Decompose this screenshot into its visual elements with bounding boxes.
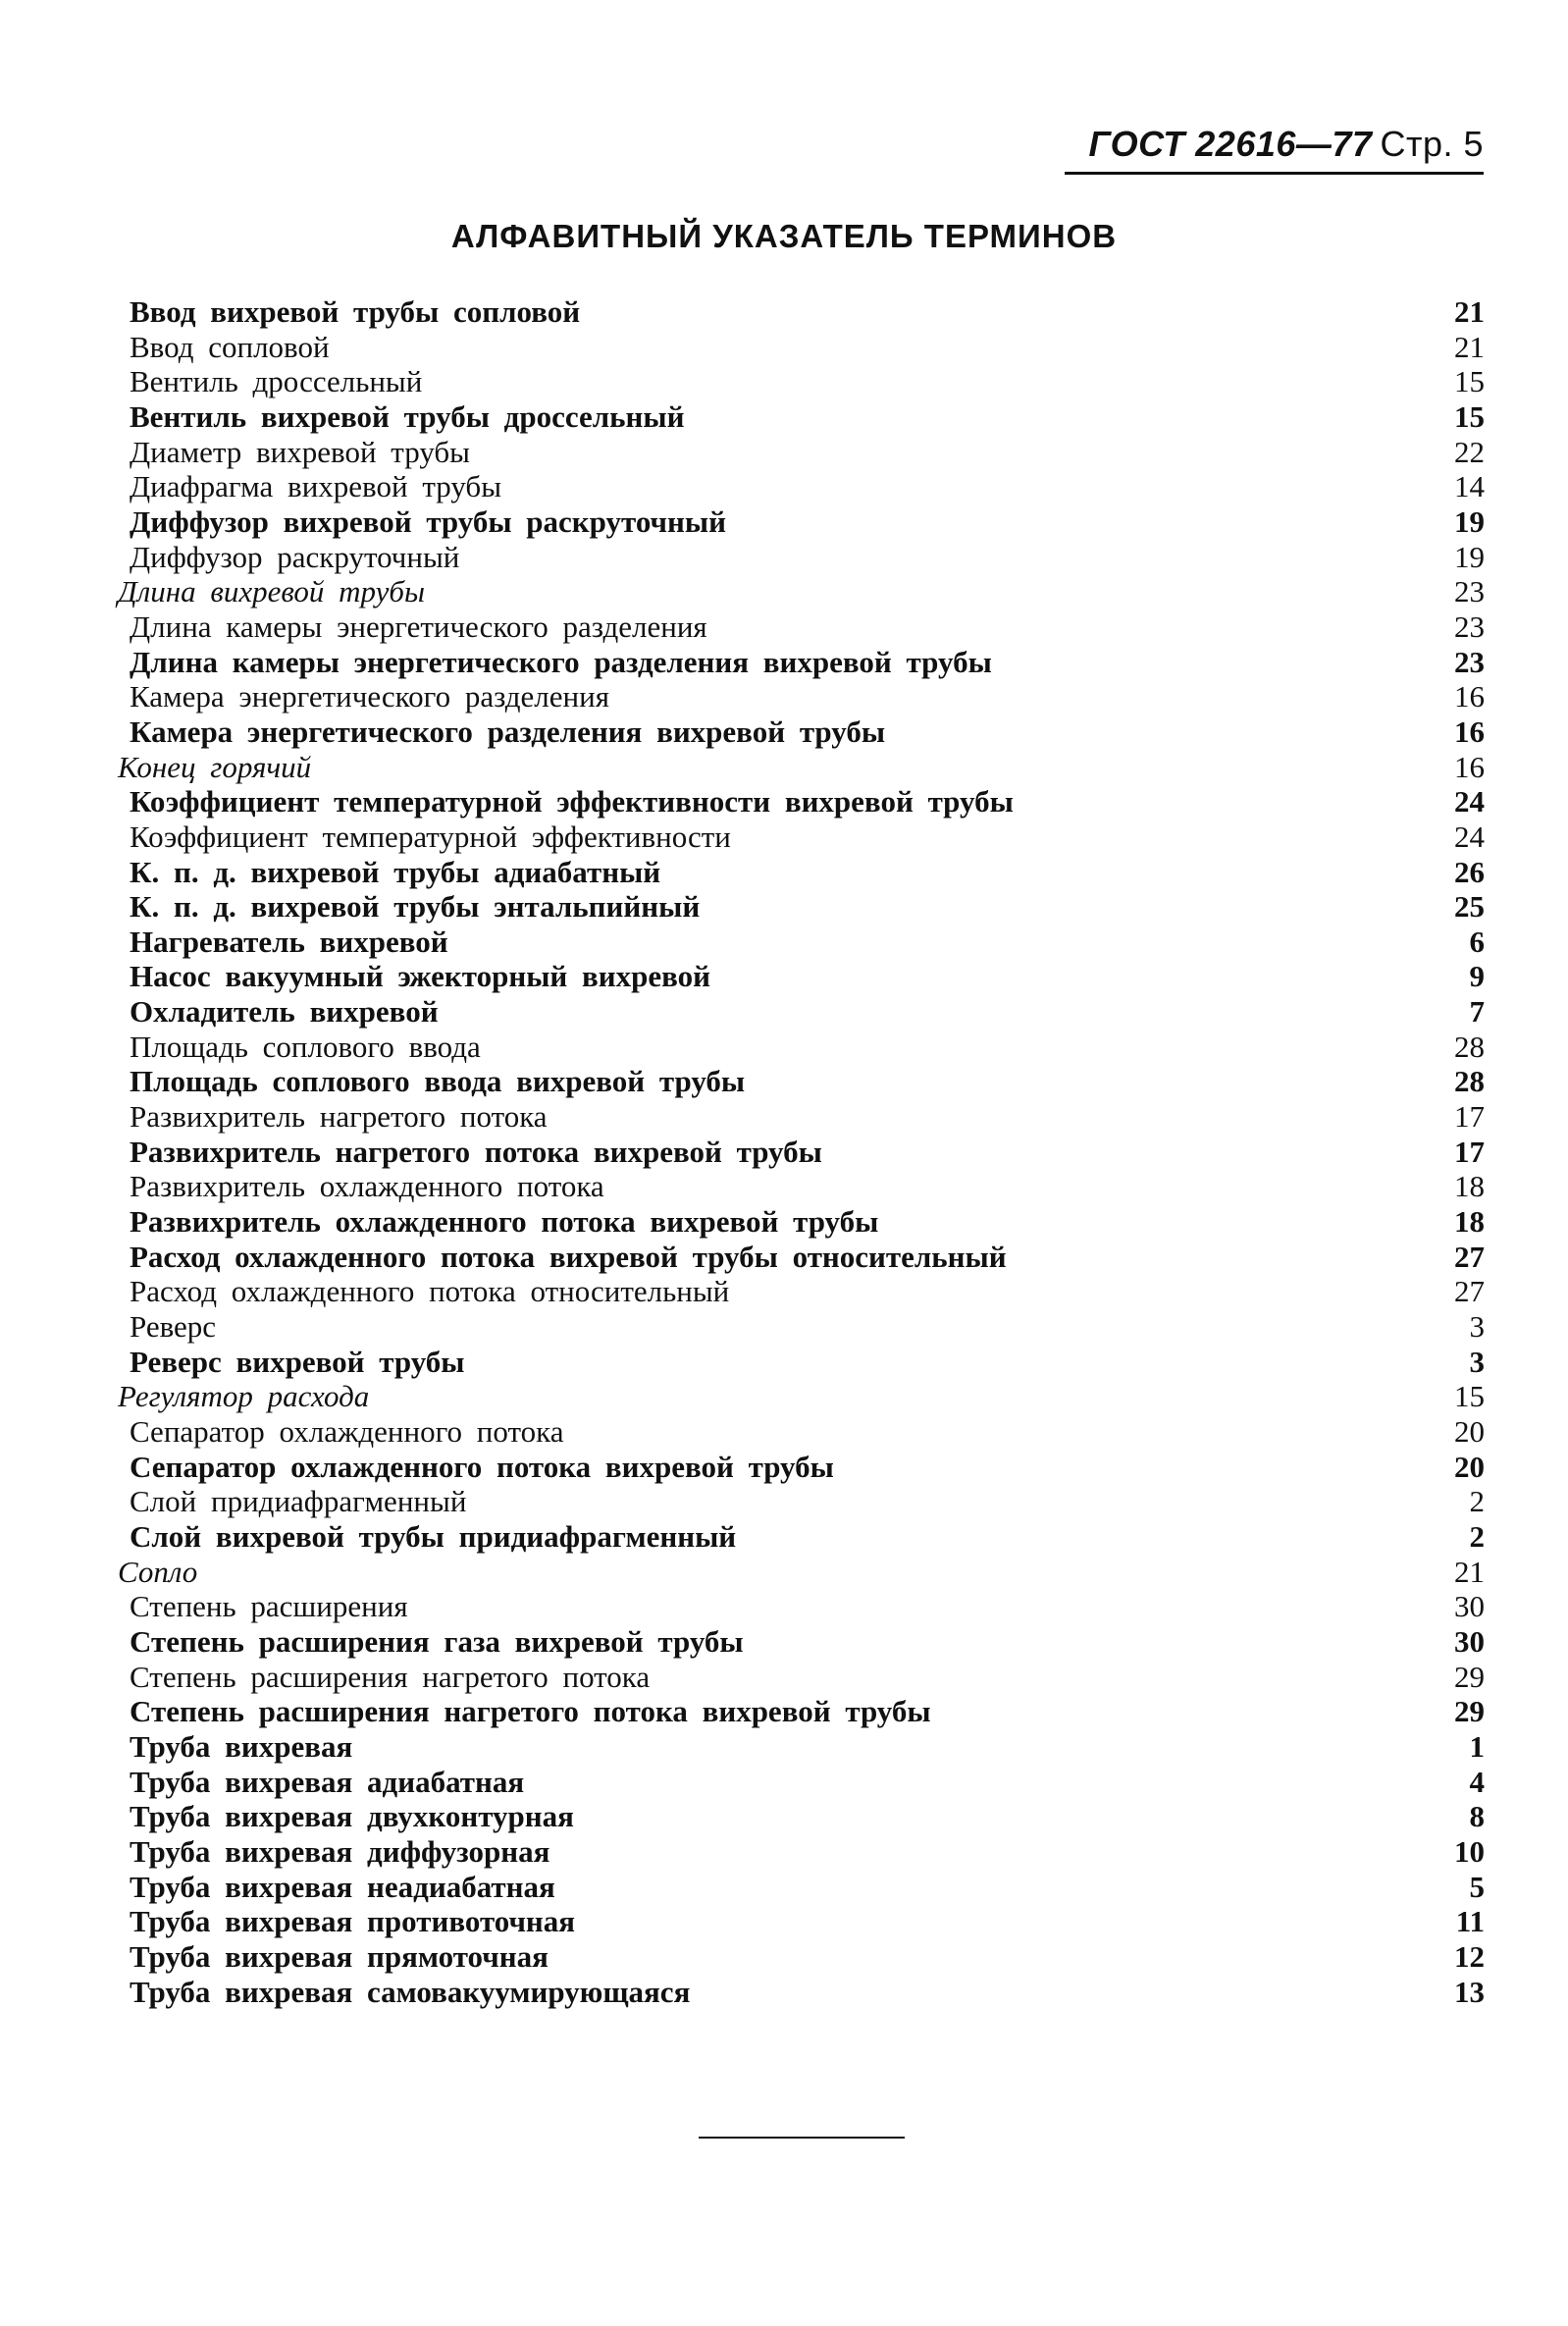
index-term: Реверс вихревой трубы	[130, 1344, 465, 1379]
index-number: 23	[1454, 574, 1485, 609]
index-term: Труба вихревая	[130, 1728, 353, 1764]
index-term: Развихритель нагретого потока вихревой трубы	[130, 1134, 822, 1169]
index-term: Вентиль вихревой трубы дроссельный	[130, 398, 685, 434]
index-entry	[116, 1555, 1485, 1590]
index-entry	[116, 1975, 1485, 2010]
index-entry	[116, 959, 1485, 994]
index-number: 21	[1454, 294, 1485, 329]
index-term: Ввод вихревой трубы сопловой	[130, 294, 581, 329]
index-term: Длина вихревой трубы	[118, 574, 425, 609]
index-number: 19	[1454, 503, 1485, 539]
index-entry	[116, 1030, 1485, 1065]
index-term: Слой вихревой трубы придиафрагменный	[130, 1518, 737, 1554]
page-number: Стр. 5	[1380, 124, 1484, 164]
index-term: К. п. д. вихревой трубы энтальпийный	[130, 889, 701, 925]
index-term: Развихритель охлажденного потока	[130, 1169, 604, 1204]
index-entry	[116, 1729, 1485, 1765]
index-entry	[116, 294, 1485, 330]
index-entry	[116, 889, 1485, 925]
index-entry	[116, 1064, 1485, 1099]
index-term: Расход охлажденного потока относительный	[130, 1274, 730, 1309]
index-entry	[116, 609, 1485, 645]
index-term: Степень расширения нагретого потока	[130, 1659, 651, 1694]
index-entry	[116, 574, 1485, 609]
index-term: Расход охлажденного потока вихревой трубы относительный	[130, 1239, 1007, 1274]
term-index	[116, 294, 1485, 2009]
index-entry	[116, 1484, 1485, 1519]
index-term: Диаметр вихревой трубы	[130, 434, 471, 469]
index-term: Слой придиафрагменный	[130, 1484, 467, 1519]
index-term: Развихритель охлажденного потока вихревой трубы	[130, 1204, 879, 1240]
index-number: 15	[1454, 1379, 1485, 1414]
index-number: 18	[1454, 1169, 1485, 1204]
bottom-divider	[699, 2137, 905, 2139]
index-term: Труба вихревая самовакуумирующаяся	[130, 1974, 691, 2009]
index-term: Степень расширения	[130, 1589, 408, 1624]
index-number: 12	[1454, 1938, 1485, 1974]
index-entry	[116, 1519, 1485, 1555]
index-term: Площадь соплового ввода вихревой трубы	[130, 1064, 746, 1099]
index-entry	[116, 750, 1485, 785]
index-term: Труба вихревая прямоточная	[130, 1938, 549, 1974]
index-term: Длина камеры энергетического разделения вихревой трубы	[130, 644, 992, 679]
index-number: 27	[1454, 1274, 1485, 1309]
index-term: Степень расширения газа вихревой трубы	[130, 1623, 744, 1659]
index-entry	[116, 1660, 1485, 1695]
index-term: Сопло	[118, 1554, 198, 1589]
index-entry	[116, 1274, 1485, 1309]
index-number: 15	[1454, 398, 1485, 434]
index-term: Диафрагма вихревой трубы	[130, 469, 502, 504]
page-title: АЛФАВИТНЫЙ УКАЗАТЕЛЬ ТЕРМИНОВ	[450, 218, 1118, 254]
index-number: 3	[1469, 1344, 1485, 1379]
index-entry	[116, 1099, 1485, 1135]
index-number: 28	[1454, 1064, 1485, 1099]
header-rule	[1065, 172, 1484, 175]
index-entry	[116, 1240, 1485, 1275]
index-entry	[116, 645, 1485, 680]
index-number: 11	[1455, 1904, 1485, 1939]
index-entry	[116, 469, 1485, 504]
index-term: Ввод сопловой	[130, 329, 330, 364]
index-entry	[116, 1414, 1485, 1450]
index-term: Длина камеры энергетического разделения	[130, 608, 707, 644]
index-term: Насос вакуумный эжекторный вихревой	[130, 959, 711, 994]
index-entry	[116, 504, 1485, 540]
index-number: 1	[1469, 1728, 1485, 1764]
index-term: Диффузор раскруточный	[130, 539, 460, 574]
index-entry	[116, 1450, 1485, 1485]
index-number: 2	[1469, 1518, 1485, 1554]
index-entry	[116, 1204, 1485, 1240]
index-number: 28	[1454, 1029, 1485, 1064]
index-number: 24	[1454, 784, 1485, 819]
index-entry	[116, 364, 1485, 399]
index-term: Реверс	[130, 1309, 217, 1345]
index-entry	[116, 855, 1485, 890]
index-entry	[116, 1694, 1485, 1729]
index-entry	[116, 1870, 1485, 1905]
index-entry	[116, 679, 1485, 714]
index-entry	[116, 784, 1485, 819]
index-number: 20	[1454, 1414, 1485, 1449]
index-term: Степень расширения нагретого потока вихревой трубы	[130, 1694, 931, 1729]
index-number: 16	[1454, 714, 1485, 749]
page-header	[981, 116, 1484, 175]
index-term: Сепаратор охлажденного потока вихревой трубы	[130, 1449, 834, 1484]
index-number: 17	[1454, 1134, 1485, 1169]
index-number: 15	[1454, 364, 1485, 399]
index-number: 25	[1454, 889, 1485, 925]
index-number: 6	[1469, 924, 1485, 959]
index-number: 8	[1469, 1799, 1485, 1834]
index-number: 30	[1454, 1623, 1485, 1659]
header-text	[1089, 124, 1484, 165]
index-term: Конец горячий	[118, 749, 312, 784]
index-number: 19	[1454, 539, 1485, 574]
index-term: Охладитель вихревой	[130, 994, 439, 1030]
index-term: Коэффициент температурной эффективности вихревой трубы	[130, 784, 1014, 819]
standard-number: ГОСТ 22616—77	[1088, 124, 1373, 164]
index-entry	[116, 925, 1485, 960]
index-number: 24	[1454, 819, 1485, 854]
index-term: Площадь соплового ввода	[130, 1029, 481, 1064]
index-number: 3	[1469, 1309, 1485, 1345]
index-entry	[116, 399, 1485, 435]
index-term: Нагреватель вихревой	[130, 924, 448, 959]
index-number: 16	[1454, 679, 1485, 714]
index-number: 26	[1454, 854, 1485, 889]
index-entry	[116, 1169, 1485, 1204]
index-number: 23	[1454, 644, 1485, 679]
index-number: 5	[1469, 1869, 1485, 1904]
index-entry	[116, 1589, 1485, 1624]
index-entry	[116, 1345, 1485, 1380]
index-number: 30	[1454, 1589, 1485, 1624]
index-term: Труба вихревая неадиабатная	[130, 1869, 555, 1904]
index-number: 27	[1454, 1239, 1485, 1274]
index-term: Диффузор вихревой трубы раскруточный	[130, 503, 726, 539]
index-number: 7	[1469, 994, 1485, 1030]
index-entry	[116, 1379, 1485, 1414]
index-entry	[116, 1834, 1485, 1870]
index-number: 14	[1454, 469, 1485, 504]
index-term: Сепаратор охлажденного потока	[130, 1414, 564, 1449]
index-number: 29	[1454, 1659, 1485, 1694]
index-number: 10	[1454, 1833, 1485, 1869]
index-entry	[116, 819, 1485, 855]
index-term: К. п. д. вихревой трубы адиабатный	[130, 854, 661, 889]
index-entry	[116, 1799, 1485, 1834]
index-number: 22	[1454, 434, 1485, 469]
index-entry	[116, 330, 1485, 365]
index-number: 9	[1469, 959, 1485, 994]
index-number: 4	[1469, 1764, 1485, 1799]
index-entry	[116, 714, 1485, 750]
index-number: 21	[1454, 1554, 1485, 1589]
index-term: Вентиль дроссельный	[130, 364, 423, 399]
index-number: 17	[1454, 1099, 1485, 1135]
index-term: Развихритель нагретого потока	[130, 1099, 548, 1135]
index-entry	[116, 540, 1485, 575]
index-entry	[116, 1904, 1485, 1939]
index-term: Труба вихревая двухконтурная	[130, 1799, 574, 1834]
index-number: 16	[1454, 749, 1485, 784]
index-entry	[116, 1939, 1485, 1975]
index-entry	[116, 1309, 1485, 1345]
index-term: Камера энергетического разделения	[130, 679, 609, 714]
index-entry	[116, 1765, 1485, 1800]
index-term: Камера энергетического разделения вихревой трубы	[130, 714, 886, 749]
index-term: Труба вихревая противоточная	[130, 1904, 576, 1939]
index-entry	[116, 1135, 1485, 1170]
index-number: 18	[1454, 1204, 1485, 1240]
index-term: Труба вихревая адиабатная	[130, 1764, 525, 1799]
index-number: 29	[1454, 1694, 1485, 1729]
index-number: 23	[1454, 608, 1485, 644]
index-entry	[116, 994, 1485, 1030]
index-entry	[116, 1624, 1485, 1660]
index-term: Коэффициент температурной эффективности	[130, 819, 731, 854]
index-number: 2	[1469, 1484, 1485, 1519]
index-number: 21	[1454, 329, 1485, 364]
index-term: Труба вихревая диффузорная	[130, 1833, 550, 1869]
index-entry	[116, 435, 1485, 470]
index-number: 13	[1454, 1974, 1485, 2009]
index-term: Регулятор расхода	[118, 1379, 370, 1414]
index-number: 20	[1454, 1449, 1485, 1484]
